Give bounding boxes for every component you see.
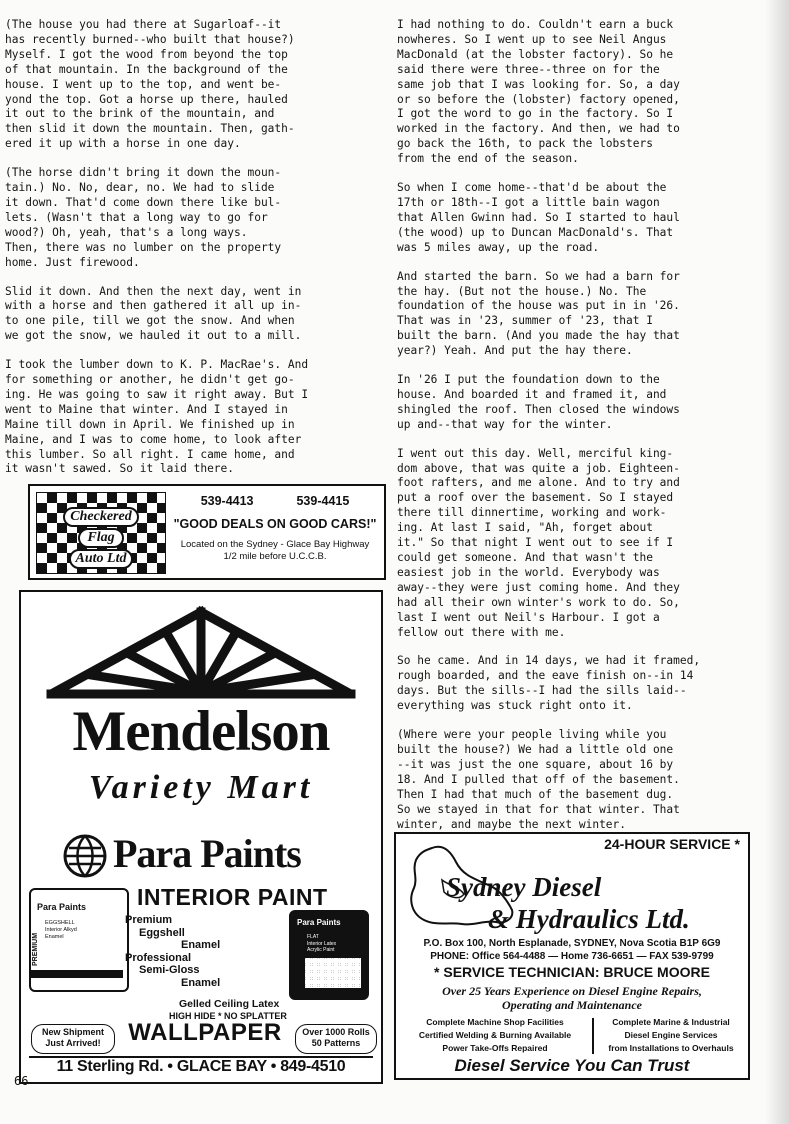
company-phones: PHONE: Office 564-4488 — Home 736-6651 — FAX 539-9799	[430, 951, 714, 962]
paint-brand: Para Paints	[113, 831, 301, 876]
headline: INTERIOR PAINT	[137, 884, 328, 910]
paragraph: And started the barn. So we had a barn for the hay. (But not the house.) No. The foundation of the house was put in in '26. That was in '23, summer of '23, that I built the barn. (And you made the hay that year?) Yeah. And put the hay there.	[397, 269, 680, 358]
paragraph: So when I come home--that'd be about the 17th or 18th--I got a little bain wagon that Allen Gwinn had. So I started to haul (the wood) up to Duncan MacDonald's. That was 5 miles away, up the road.	[397, 181, 680, 254]
checkered-flag-logo	[36, 492, 166, 574]
ceiling-latex-note: HIGH HIDE * NO SPLATTER	[169, 1011, 287, 1021]
paragraph: So he came. And in 14 days, we had it framed, rough boarded, and the eave finish on--in 14 days. But the sills--I had the sills laid-- everything was stuck right onto it.	[397, 654, 701, 713]
article-column-right	[397, 18, 747, 846]
logo-word: Checkered	[63, 507, 138, 527]
paragraph: Slid it down. And then the next day, went in with a horse and then gathered it all up in- to one pile, till we got the snow. And when we got the snow, we hauled it out to a mill.	[5, 284, 302, 343]
product-item: Enamel	[181, 939, 221, 952]
service-item: Power Take-Offs Repaired	[442, 1043, 548, 1053]
paragraph: I had nothing to do. Couldn't earn a buck nowheres. So I went up to see Neil Angus MacDonald (at the lobster factory). So he said there were three--three on for the same job that I was looking for. So, a day or so before the (lobster) factory opened, I got the word to go in the factory. So I worked in the factory. And then, we had to go back the 16th, to pack the lobsters from the end of the season.	[397, 18, 680, 166]
mendelson-ad	[19, 590, 383, 1084]
experience-text: Over 25 Years Experience on Diesel Engine Repairs,	[442, 984, 702, 998]
product-item: Eggshell	[139, 926, 185, 939]
product-item: Professional	[125, 951, 192, 964]
article-column-left	[5, 18, 370, 491]
product-item: Premium	[125, 914, 173, 926]
paragraph: (The house you had there at Sugarloaf--it has recently burned--who built that house?) Myself. I got the wood from beyond the top of that mountain. In the background of the house. I went up to the top, and went be- yond the top. Got a horse up there, hauled it out to the brink of the mountain, and then slid it down the mountain. Then, gath- ered it up with a horse in one day.	[5, 18, 295, 151]
checkered-flag-ad	[28, 484, 386, 580]
slogan: "GOOD DEALS ON GOOD CARS!"	[173, 517, 377, 531]
can-label: EGGSHELL Interior Alkyd Enamel	[45, 920, 77, 940]
sydney-diesel-ad	[394, 832, 750, 1080]
service-item: Certified Welding & Burning Available	[418, 1030, 572, 1040]
roof-truss-logo	[21, 592, 381, 704]
product-item: Semi-Gloss	[139, 964, 200, 977]
can-brand: Para Paints	[37, 902, 87, 912]
tagline: Diesel Service You Can Trust	[454, 1056, 690, 1075]
location-text: Located on the Sydney - Glace Bay Highway	[180, 539, 370, 550]
new-shipment-badge: New Shipment Just Arrived!	[31, 1024, 115, 1054]
phone-number: 539-4415	[296, 494, 350, 508]
ceiling-latex: Gelled Ceiling Latex	[179, 998, 280, 1010]
paragraph: In '26 I put the foundation down to the house. And boarded it and framed it, and shingled the roof. Then closed the windows up and--that way for the winter.	[397, 373, 680, 431]
paragraph: (The horse didn't bring it down the moun- tain.) No. No, dear, no. We had to slide it down. That'd come down there like bul- lets. (Wasn't that a long way to go for wood?) Oh, yeah, that's a long ways. Then, there was no lumber on the property home. Just firewood.	[5, 166, 282, 269]
logo-word: Flag	[78, 528, 123, 548]
paragraph: I took the lumber down to K. P. MacRae's. And for something or another, he didn't get go- ing. He was going to saw it right away. But I went to Maine that winter. And I stayed in Maine till down in April. We finished up in Maine, and I was to come home, to look after this lumber. So all right. I came home, and it wasn't sawed. So it laid there.	[5, 358, 309, 476]
service-item: Complete Machine Shop Facilities	[426, 1017, 564, 1027]
paragraph: (Where were your people living while you built the house?) We had a little old one --it was just the one square, about 16 by 18. And I pulled that off of the basement. Then I had that much of the basement dug. So we stayed in that for that winter. That winter, and maybe the next winter.	[397, 728, 680, 831]
service-24-hour: 24-HOUR SERVICE *	[604, 836, 740, 852]
paint-can-right	[289, 910, 369, 1000]
service-item: Complete Marine & Industrial	[612, 1017, 730, 1027]
logo-word: Auto Ltd	[69, 549, 134, 569]
paint-can-left	[29, 888, 129, 992]
can-brand: Para Paints	[297, 918, 341, 927]
wallpaper-headline: WALLPAPER	[128, 1019, 282, 1046]
store-subtitle: Variety Mart	[88, 769, 314, 806]
product-item: Enamel	[181, 976, 221, 989]
phone-number: 539-4413	[200, 494, 254, 508]
can-label: FLAT Interior Latex Acrylic Paint	[307, 934, 337, 953]
company-address: P.O. Box 100, North Esplanade, SYDNEY, Nova Scotia B1P 6G9	[423, 938, 721, 949]
experience-text: Operating and Maintenance	[501, 998, 642, 1012]
service-technician: * SERVICE TECHNICIAN: BRUCE MOORE	[434, 964, 710, 980]
rolls-badge: Over 1000 Rolls 50 Patterns	[295, 1024, 377, 1054]
service-item: from Installations to Overhauls	[608, 1043, 734, 1053]
para-paints-globe-icon	[63, 834, 107, 878]
can-side-text: PREMIUM	[32, 932, 40, 967]
page-edge-shadow	[765, 0, 789, 1124]
paragraph: I went out this day. Well, merciful king- dom above, that was quite a job. Eighteen- foot rafters, and me alone. And to try and put a roof over the basement. So I stayed there till dinnertime, working and work- ing. At last I said, "Ah, forget about it." So that night I went out to see if I could get someone. And that wasn't the easiest job in the world. Everybody was away--they were just coming home. And they had all their own winter's work to do. So, last I went out Neil's Harbour. I got a fellow out there with me.	[397, 446, 680, 639]
company-name-line2: & Hydraulics Ltd.	[488, 904, 690, 934]
location-text: 1/2 mile before U.C.C.B.	[223, 551, 327, 562]
company-name: Sydney Diesel	[446, 872, 602, 902]
store-address: 11 Sterling Rd. • GLACE BAY • 849-4510	[56, 1058, 346, 1075]
service-item: Diesel Engine Services	[624, 1030, 718, 1040]
store-name: Mendelson	[72, 700, 330, 763]
page-number: 66	[14, 1074, 29, 1088]
